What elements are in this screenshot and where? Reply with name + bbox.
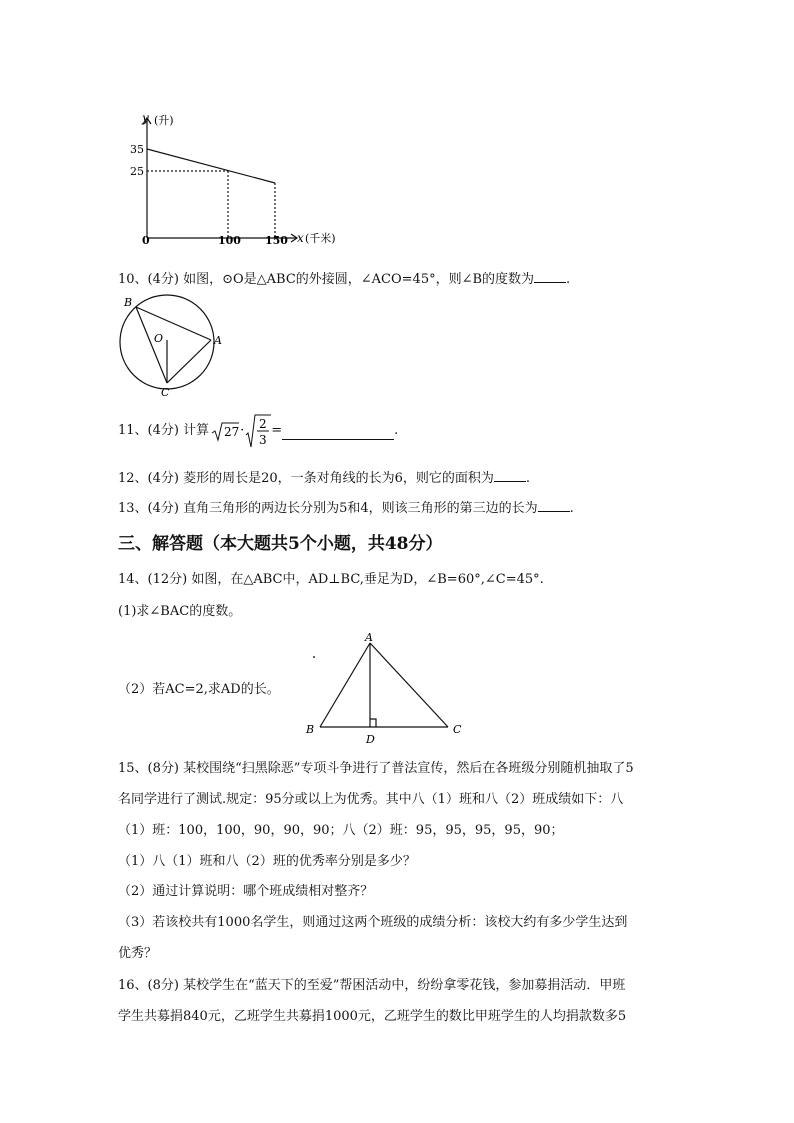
question-13-text: 13、(4分) 直角三角形的两边长分别为5和4，则该三角形的第三边的长为 (118, 501, 538, 516)
question-11-text: 11、(4分) 计算 (118, 423, 210, 438)
y-axis-label: y (142, 111, 149, 125)
section-3-title: 三、解答题（本大题共5个小题，共48分） (118, 534, 443, 554)
question-14: 14、(12分) 如图，在△ABC中，AD⊥BC,垂足为D，∠B=60°,∠C=45°. (118, 572, 544, 587)
question-15-line-6: （3）若该校共有1000名学生，则通过这两个班级的成绩分析：该校大约有多少学生达到 (118, 915, 628, 930)
fraction-numerator: 2 (259, 417, 267, 431)
x-axis-label: x (297, 231, 304, 245)
x-tick-150: 150 (265, 234, 288, 247)
right-angle-mark (370, 719, 376, 727)
question-15-line-2: 名同学进行了测试.规定：95分或以上为优秀。其中八（1）班和八（2）班成绩如下：八 (118, 792, 624, 807)
question-15-line-7: 优秀？ (118, 946, 158, 961)
circle-triangle-figure (115, 292, 225, 400)
label-d: D (366, 733, 375, 746)
label-c: C (161, 386, 170, 399)
y-axis-unit: (升) (154, 114, 174, 127)
question-15-line-1: 15、(8分) 某校围绕“扫黑除恶”专项斗争进行了普法宣传，然后在各班级分别随机抽取了5 (118, 761, 634, 776)
side-ac (370, 643, 448, 727)
question-11-end: . (394, 423, 399, 438)
x-axis-unit: (千米) (305, 232, 336, 245)
fraction-denominator: 3 (259, 433, 267, 447)
question-12 (118, 469, 530, 488)
question-12-text: 12、(4分) 菱形的周长是20，一条对角线的长为6，则它的面积为 (118, 471, 494, 486)
svg-text:27: 27 (224, 425, 240, 439)
label-b: B (124, 296, 133, 309)
question-12-end: . (525, 471, 531, 486)
question-13 (118, 499, 574, 518)
fuel-line (147, 149, 275, 183)
x-tick-0: 0 (142, 234, 150, 247)
question-10-text: 10、(4分) 如图，⊙O是△ABC的外接圆，∠ACO=45°，则∠B的度数为 (118, 272, 535, 287)
question-16-line-2: 学生共募捐840元，乙班学生共募捐1000元，乙班学生的数比甲班学生的人均捐款数多5 (118, 1009, 627, 1024)
y-tick-25: 25 (130, 165, 144, 178)
label-a: A (214, 334, 222, 347)
question-14-part-2: （2）若AC=2,求AD的长。 (118, 682, 280, 697)
answer-blank-11 (282, 427, 394, 440)
question-13-end: . (569, 501, 574, 516)
fuel-distance-graph (125, 110, 355, 250)
side-ab (320, 643, 370, 727)
question-15-line-3: （1）班：100，100，90，90，90；八（2）班：95，95，95，95，90； (118, 823, 564, 838)
answer-blank-10 (534, 270, 566, 283)
question-15-line-5: （2）通过计算说明：哪个班成绩相对整齐？ (118, 884, 374, 899)
y-tick-35: 35 (130, 143, 144, 156)
label-c: C (453, 723, 462, 736)
multiply-dot: · (240, 423, 245, 438)
equals-sign: = (271, 423, 283, 438)
triangle-abc-figure (300, 630, 470, 748)
question-15-line-4: （1）八（1）班和八（2）班的优秀率分别是多少？ (118, 854, 416, 869)
sqrt-fraction (245, 413, 271, 449)
label-a: A (365, 631, 373, 644)
label-o: O (154, 332, 164, 345)
x-tick-100: 100 (218, 234, 241, 247)
label-b: B (306, 723, 315, 736)
answer-blank-12 (494, 469, 526, 482)
question-11 (118, 412, 398, 450)
sqrt-27 (211, 420, 239, 442)
answer-blank-13 (538, 499, 570, 512)
question-14-part-1: (1)求∠BAC的度数。 (118, 604, 242, 619)
question-16-line-1: 16、(8分) 某校学生在“蓝天下的至爱”帮困活动中，纷纷拿零花钱，参加募捐活动．甲班 (118, 978, 626, 993)
question-10-end: . (566, 272, 571, 287)
question-10 (118, 270, 570, 289)
side-ac (167, 340, 211, 383)
stray-dot (313, 656, 315, 658)
